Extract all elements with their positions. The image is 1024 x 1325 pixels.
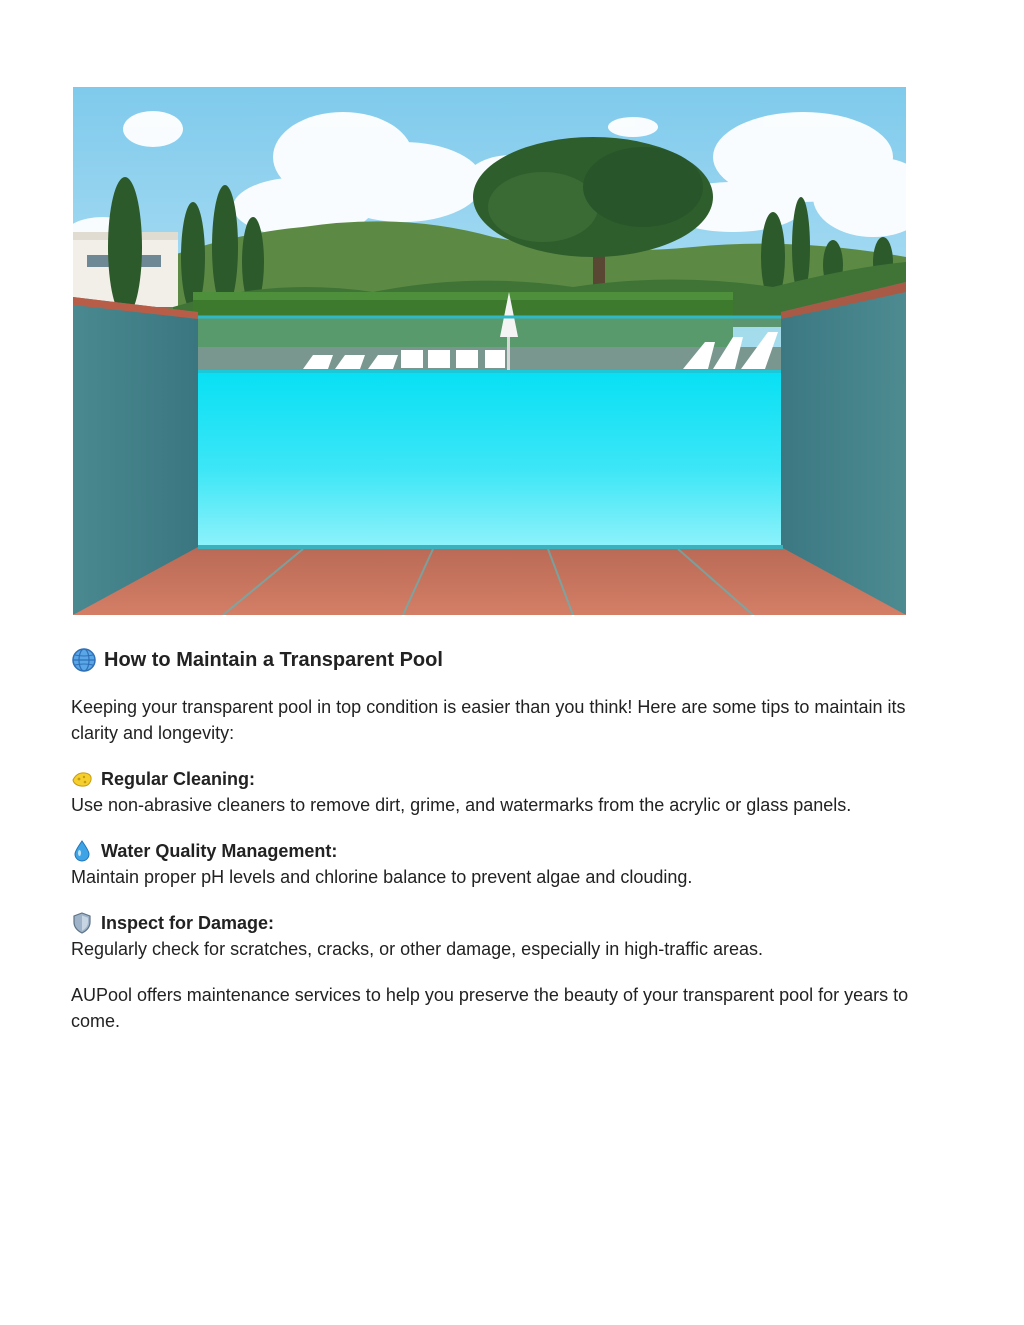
tip-heading-text: Water Quality Management: <box>101 841 338 861</box>
pool-photo-illustration <box>73 87 906 615</box>
tip-heading <box>71 766 911 792</box>
pool-deck <box>73 547 906 615</box>
tip-inspect-damage <box>71 910 911 962</box>
tip-body: Regularly check for scratches, cracks, or other damage, especially in high-traffic areas. <box>71 939 763 959</box>
sponge-icon <box>71 768 93 790</box>
title-text: How to Maintain a Transparent Pool <box>104 649 443 671</box>
tip-regular-cleaning <box>71 766 911 818</box>
globe-icon <box>71 647 97 673</box>
tip-heading <box>71 838 911 864</box>
intro-text: Keeping your transparent pool in top condition is easier than you think! Here are some tips to maintain its clarity and longevity: <box>71 697 906 743</box>
outro-text: AUPool offers maintenance services to help you preserve the beauty of your transparent pool for years to come. <box>71 985 909 1031</box>
tip-heading-text: Inspect for Damage: <box>101 913 275 933</box>
droplet-icon <box>71 840 93 862</box>
article <box>71 645 911 1034</box>
shield-icon <box>71 912 93 934</box>
tip-water-quality <box>71 838 911 890</box>
tip-body: Use non-abrasive cleaners to remove dirt, grime, and watermarks from the acrylic or glass panels. <box>71 795 852 815</box>
tip-heading <box>71 910 911 936</box>
tip-heading-text: Regular Cleaning: <box>101 769 256 789</box>
hero-image <box>73 87 906 615</box>
pool-water <box>193 372 785 547</box>
tip-body: Maintain proper pH levels and chlorine balance to prevent algae and clouding. <box>71 867 693 887</box>
page-title <box>71 645 911 675</box>
